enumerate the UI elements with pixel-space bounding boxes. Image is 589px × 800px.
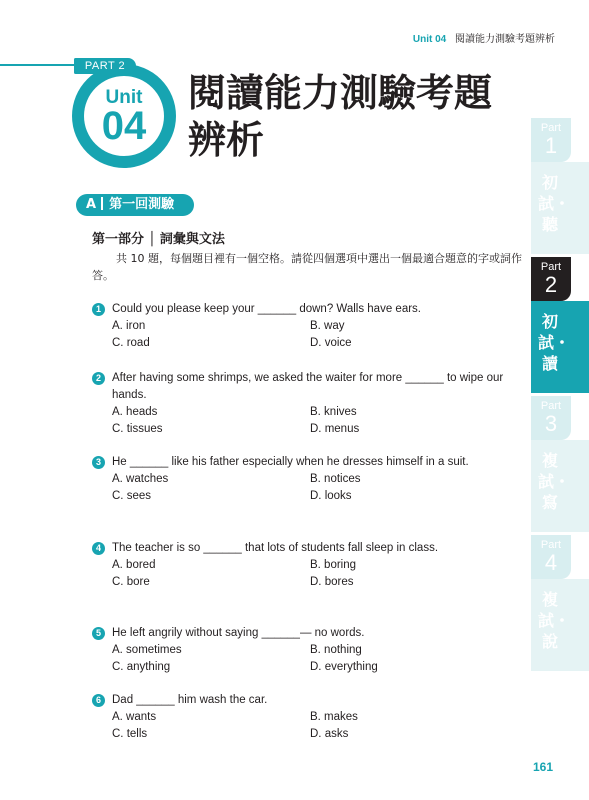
part-tab-2[interactable] [531, 257, 589, 396]
part-tab-number: 3 [544, 411, 558, 436]
part-tab-word: Part [540, 261, 562, 273]
option-d[interactable]: D. asks [310, 728, 349, 740]
part-tab-number: 2 [544, 272, 558, 297]
part-tab-number-box [531, 535, 571, 579]
subsection-part: 第一部分 [92, 232, 145, 247]
question-text: He ______ like his father especially when he dresses himself in a suit. [112, 456, 469, 468]
option-d[interactable]: D. everything [310, 661, 378, 673]
part-tab-number: 1 [544, 133, 558, 158]
option-c[interactable]: C. tissues [112, 423, 163, 435]
question-options [92, 404, 532, 438]
part-tab-4[interactable] [531, 535, 589, 674]
running-head [413, 30, 555, 45]
part-tab-label: 初試・讀 [538, 312, 571, 373]
question-stem [92, 370, 532, 404]
option-c[interactable]: C. tells [112, 728, 148, 740]
option-c[interactable]: C. anything [112, 661, 171, 673]
question-options [92, 642, 532, 676]
unit-number: 04 [101, 104, 147, 148]
question-2 [92, 370, 532, 438]
subsection-divider: │ [148, 232, 156, 247]
part-tab-label: 複試・寫 [538, 451, 571, 512]
part-tab-body [531, 162, 589, 254]
part-tab-number-box [531, 257, 571, 301]
part-tab-number: 4 [544, 550, 558, 575]
part-tab-body [531, 440, 589, 532]
part-label: PART 2 [74, 58, 136, 74]
subsection-title: 詞彙與文法 [159, 232, 225, 247]
question-stem [92, 625, 532, 642]
question-1 [92, 301, 532, 352]
subsection-heading [92, 228, 225, 247]
question-3 [92, 454, 532, 505]
section-heading [76, 194, 194, 216]
question-number-icon: 6 [92, 694, 105, 707]
question-stem [92, 454, 532, 471]
part-tab-word: Part [540, 400, 562, 412]
option-d[interactable]: D. looks [310, 490, 352, 502]
chapter-title: 閱讀能力測驗考題辨析 [188, 71, 493, 162]
section-title: 第一回測驗 [109, 197, 175, 212]
part-tabs [531, 118, 589, 674]
unit-badge-inner [84, 76, 164, 156]
part-tab-number-box [531, 396, 571, 440]
question-text: Dad ______ him wash the car. [112, 694, 268, 706]
part-tab-1[interactable] [531, 118, 589, 257]
option-b[interactable]: B. boring [310, 559, 357, 571]
option-a[interactable]: A. wants [112, 711, 157, 723]
option-c[interactable]: C. bore [112, 576, 150, 588]
question-number-icon: 1 [92, 303, 105, 316]
part-tab-word: Part [540, 539, 562, 551]
question-options [92, 471, 532, 505]
page-number: 161 [532, 760, 553, 774]
option-d[interactable]: D. voice [310, 337, 352, 349]
question-text: The teacher is so ______ that lots of students fall sleep in class. [112, 542, 439, 554]
question-5 [92, 625, 532, 676]
question-6 [92, 692, 532, 743]
option-c[interactable]: C. road [112, 337, 150, 349]
question-text: After having some shrimps, we asked the waiter for more ______ to wipe our hands. [112, 372, 504, 401]
unit-badge [72, 64, 176, 168]
option-b[interactable]: B. nothing [310, 644, 362, 656]
option-d[interactable]: D. bores [310, 576, 354, 588]
question-4 [92, 540, 532, 591]
question-options [92, 557, 532, 591]
running-head-title: 閱讀能力測驗考題辨析 [455, 34, 555, 45]
option-d[interactable]: D. menus [310, 423, 360, 435]
question-options [92, 318, 532, 352]
question-text: He left angrily without saying ______— no words. [112, 627, 365, 639]
question-stem [92, 301, 532, 318]
question-stem [92, 540, 532, 557]
part-tab-label: 初試・聽 [538, 173, 571, 234]
running-head-unit: Unit 04 [412, 34, 447, 45]
question-number-icon: 3 [92, 456, 105, 469]
unit-word: Unit [105, 87, 143, 108]
question-stem [92, 692, 532, 709]
option-a[interactable]: A. sometimes [112, 644, 182, 656]
option-a[interactable]: A. heads [112, 406, 158, 418]
part-tab-3[interactable] [531, 396, 589, 535]
option-b[interactable]: B. notices [310, 473, 361, 485]
part-tab-label: 複試・說 [538, 590, 571, 651]
option-b[interactable]: B. way [310, 320, 345, 332]
option-a[interactable]: A. bored [112, 559, 156, 571]
option-b[interactable]: B. knives [310, 406, 357, 418]
instructions: 共 10 題，每個題目裡有一個空格。請從四個選項中選出一個最適合題意的字或詞作答。 [92, 252, 522, 282]
question-text: Could you please keep your ______ down? Walls have ears. [112, 303, 421, 315]
section-letter: A [86, 197, 97, 212]
option-c[interactable]: C. sees [112, 490, 151, 502]
part-tab-body [531, 579, 589, 671]
question-number-icon: 2 [92, 372, 105, 385]
question-number-icon: 4 [92, 542, 105, 555]
part-tab-body [531, 301, 589, 393]
option-b[interactable]: B. makes [310, 711, 358, 723]
section-divider [101, 197, 103, 210]
option-a[interactable]: A. iron [112, 320, 146, 332]
part-tab-word: Part [540, 122, 562, 134]
question-options [92, 709, 532, 743]
option-a[interactable]: A. watches [112, 473, 169, 485]
header-rule [0, 64, 78, 66]
question-number-icon: 5 [92, 627, 105, 640]
part-tab-number-box [531, 118, 571, 162]
